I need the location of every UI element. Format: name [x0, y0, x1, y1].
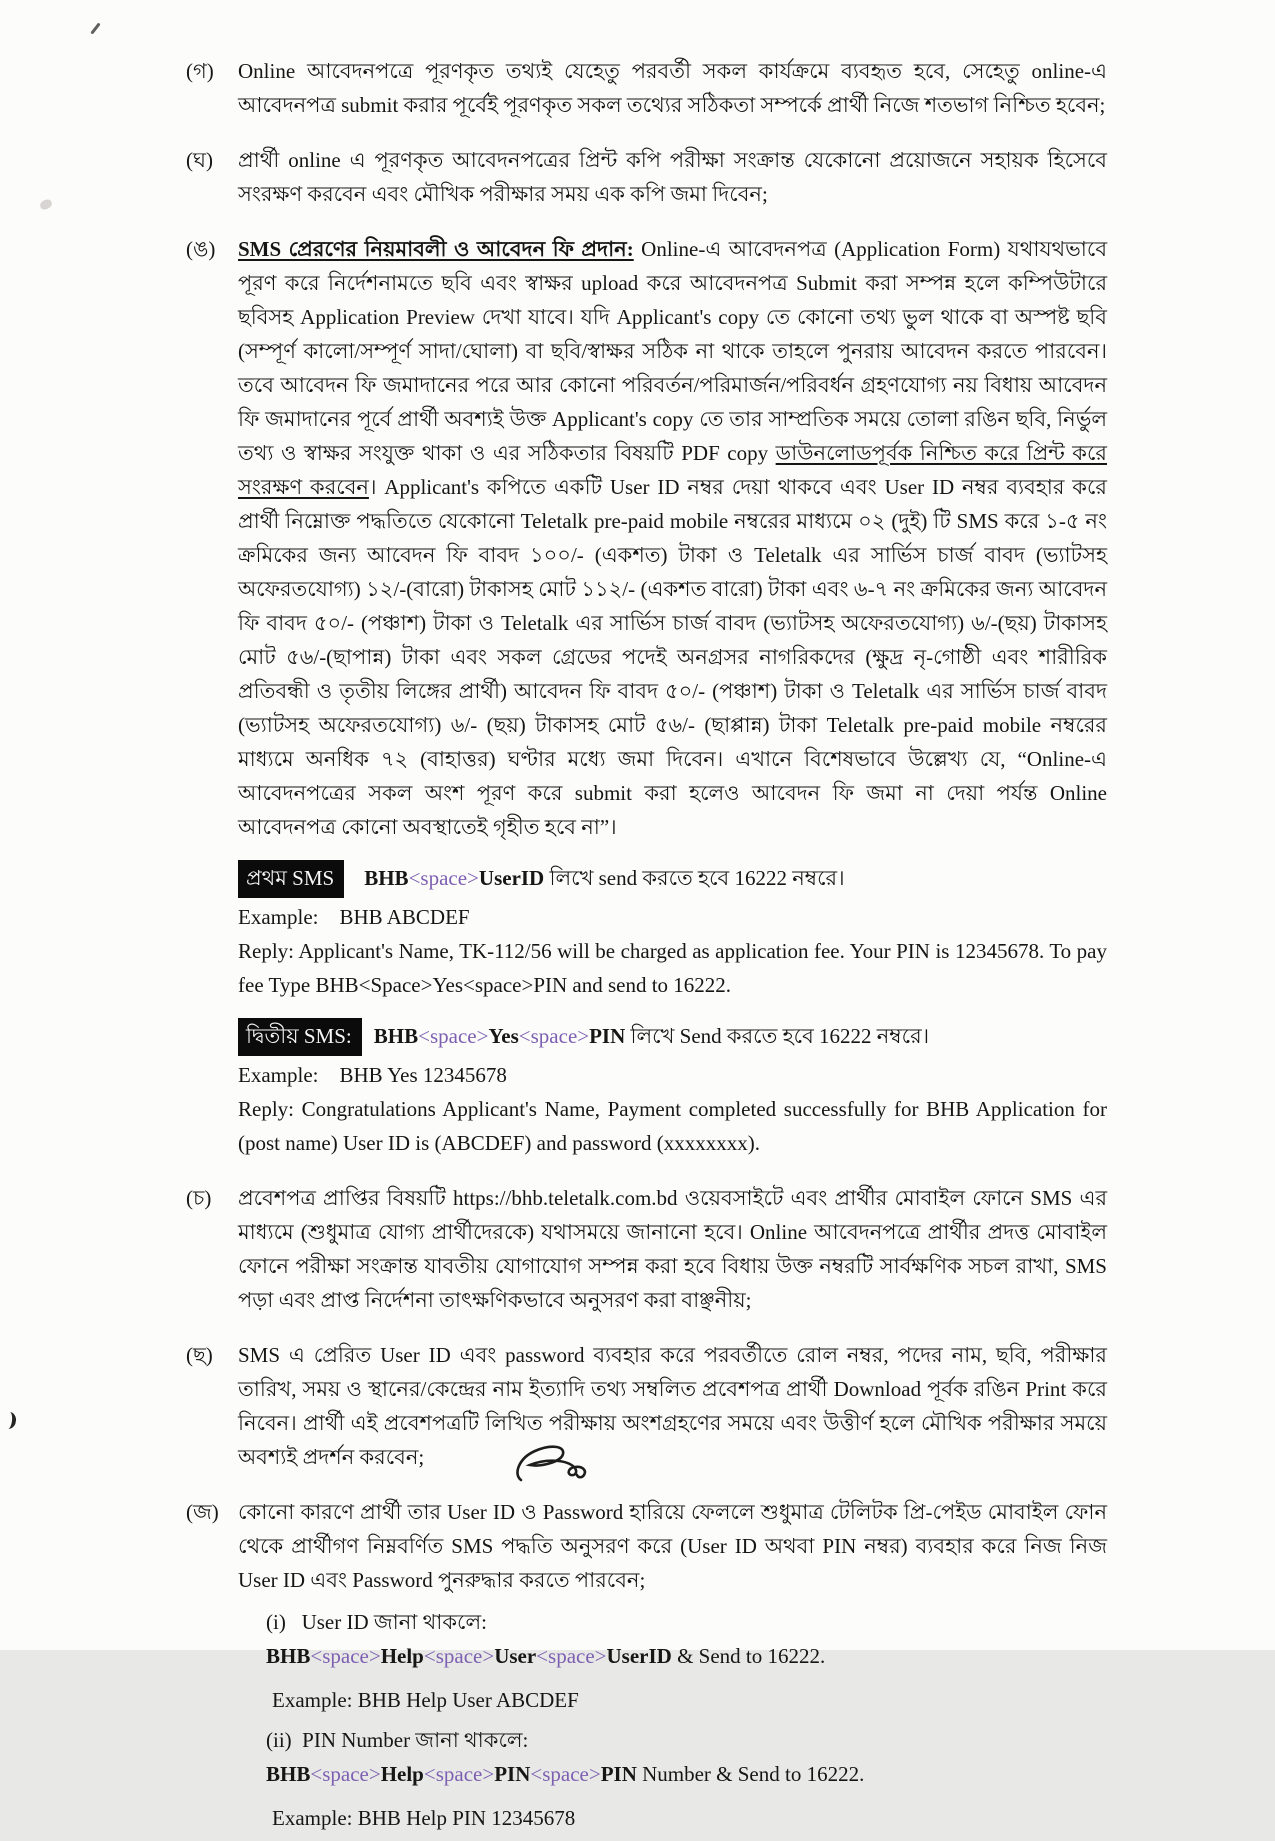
recovery-command-pin [266, 1757, 1107, 1791]
clause-text [238, 1181, 1107, 1317]
sms-command-line [238, 1018, 1107, 1056]
text-segment: UserID [478, 866, 545, 890]
text-segment: প্রার্থী online এ পূরণকৃত আবেদনপত্রের প্রিন্ট কপি পরীক্ষা সংক্রান্ত যেকোনো প্রয়োজনে সহায়ক হিসেবে সংরক্ষণ করবেন এবং মৌখিক পরীক্ষার সময় এক কপি জমা দিবেন; [238, 148, 1107, 206]
clause-ja [186, 1495, 1107, 1841]
text-segment: Yes [488, 1024, 519, 1048]
clause-ga [186, 54, 1107, 122]
text-segment: Help [380, 1762, 424, 1786]
text-segment: Number & Send to 16222. [636, 1762, 865, 1786]
text-segment: SMS এ প্রেরিত User ID এবং password ব্যবহার করে পরবর্তীতে রোল নম্বর, পদের নাম, ছবি, পরীক্ষার তারিখ, সময় ও স্থানের/কেন্দ্রের নাম ইত্যাদি তথ্য সম্বলিত প্রবেশপত্র প্রার্থী Download পূর্বক রঙিন Print করে নিবেন। প্রার্থী এই প্রবেশপত্রটি লিখিত পরীক্ষায় অংশগ্রহণের সময়ে এবং উত্তীর্ণ হলে মৌখিক পরীক্ষার সময়ে অবশ্যই প্রদর্শন করবেন; [238, 1343, 1107, 1469]
text-segment: BHB [364, 866, 409, 890]
text-segment: লিখে send করতে হবে 16222 নম্বরে। [544, 866, 845, 890]
text-segment: & Send to 16222. [671, 1644, 826, 1668]
text-segment: <space> [408, 866, 479, 890]
text-segment: <space> [310, 1644, 381, 1668]
sms-command-line [238, 860, 1107, 898]
signature-icon [505, 1440, 615, 1504]
clause-uno-sms-rules [186, 232, 1107, 1160]
recovery-command-userid [266, 1639, 1107, 1673]
text-segment: <space> [310, 1762, 381, 1786]
text-segment: SMS প্রেরণের নিয়মাবলী ও আবেদন ফি প্রদান: [238, 237, 634, 261]
recovery-heading-pin: (ii) PIN Number জানা থাকলে: [266, 1728, 529, 1752]
text-segment: প্রবেশপত্র প্রাপ্তির বিষয়টি https://bhb.teletalk.com.bd ওয়েবসাইটে এবং প্রার্থীর মোবাইল ফোনে SMS এর মাধ্যমে (শুধুমাত্র যোগ্য প্রার্থীদেরকে) যথাসময়ে জানানো হবে। Online আবেদনপত্রে প্রার্থীর প্রদত্ত মোবাইল ফোনে পরীক্ষা সংক্রান্ত যাবতীয় যোগাযোগ সম্পন্ন করা হবে বিধায় উক্ত নম্বরটি সার্বক্ষণিক সচল রাখা, SMS পড়া এবং প্রাপ্ত নির্দেশনা তাৎক্ষণিকভাবে অনুসরণ করা বাঞ্ছনীয়; [238, 1186, 1107, 1312]
text-segment: BHB [373, 1024, 419, 1048]
recovery-example-pin: Example: BHB Help PIN 12345678 [272, 1806, 576, 1830]
sms-tag-first: প্রথম SMS [238, 860, 344, 898]
clause-body [238, 1495, 1107, 1841]
sms-example: Example: BHB Yes 12345678 [238, 1063, 507, 1087]
recovery-heading-userid: (i) User ID জানা থাকলে: [266, 1610, 487, 1634]
text-segment: <space> [418, 1024, 489, 1048]
clause-label: (গ) [186, 59, 214, 83]
text-segment: PIN [589, 1024, 626, 1048]
clause-chha [186, 1338, 1107, 1474]
clause-label: (ঘ) [186, 148, 213, 172]
text-segment: Online-এ আবেদনপত্র (Application Form) যথাযথভাবে পূরণ করে নির্দেশনামতে ছবি এবং স্বাক্ষর upload করে আবেদনপত্র Submit করা সম্পন্ন হলে কম্পিউটারে ছবিসহ Application Preview দেখা যাবে। যদি Applicant's copy তে কোনো তথ্য ভুল থাকে বা অস্পষ্ট ছবি (সম্পূর্ণ কালো/সম্পূর্ণ সাদা/ঘোলা) বা ছবি/স্বাক্ষর সঠিক না থাকে তাহলে পুনরায় আবেদন করতে পারবেন। তবে আবেদন ফি জমাদানের পরে আর কোনো পরিবর্তন/পরিমার্জন/পরিবর্ধন গ্রহণযোগ্য নয় বিধায় আবেদন ফি জমাদানের পূর্বে প্রার্থী অবশ্যই উক্ত Applicant's copy তে তার সাম্প্রতিক সময়ে তোলা রঙিন ছবি, নির্ভুল তথ্য ও স্বাক্ষর সংযুক্ত থাকা ও এর সঠিকতার বিষয়টি PDF copy [238, 237, 1108, 465]
sms-reply: Reply: Congratulations Applicant's Name, Payment completed successfully for BHB Application for (post name) User ID is (ABCDEF) and password (xxxxxxxx). [238, 1097, 1107, 1155]
clause-text [238, 54, 1107, 122]
sms-block-second [238, 1018, 1107, 1160]
text-segment: Online আবেদনপত্রে পূরণকৃত তথ্যই যেহেতু পরবর্তী সকল কার্যক্রমে ব্যবহৃত হবে, সেহেতু online-এ আবেদনপত্র submit করার পূর্বেই পূরণকৃত সকল তথ্যের সঠিকতা সম্পর্কে প্রার্থী নিজে শতভাগ নিশ্চিত হবেন; [238, 59, 1107, 117]
text-segment: BHB [266, 1644, 311, 1668]
text-segment: PIN [494, 1762, 531, 1786]
text-segment: কোনো কারণে প্রার্থী তার User ID ও Password হারিয়ে ফেললে শুধুমাত্র টেলিটক প্রি-পেইড মোবাইল ফোন থেকে প্রার্থীগণ নিম্নবর্ণিত SMS পদ্ধতি অনুসরণ করে (User ID অথবা PIN নম্বর) ব্যবহার করে নিজ নিজ User ID এবং Password পুনরুদ্ধার করতে পারবেন; [238, 1500, 1107, 1592]
sms-example: Example: BHB ABCDEF [238, 905, 470, 929]
text-segment: <space> [536, 1644, 607, 1668]
sms-command [364, 866, 844, 890]
text-segment: PIN [600, 1762, 637, 1786]
clause-text [238, 232, 1107, 844]
sms-block-first [238, 860, 1107, 1002]
recovery-example-userid: Example: BHB Help User ABCDEF [272, 1688, 579, 1712]
sms-tag-second: দ্বিতীয় SMS: [238, 1018, 362, 1056]
clause-gha [186, 143, 1107, 211]
sms-reply: Reply: Applicant's Name, TK-112/56 will be charged as application fee. Your PIN is 12345678. To pay fee Type BHB<Space>Yes<space>PIN and send to 16222. [238, 939, 1107, 997]
clause-text [238, 1495, 1107, 1597]
text-segment: BHB [266, 1762, 311, 1786]
clause-label: (জ) [186, 1500, 219, 1524]
text-segment: লিখে Send করতে হবে 16222 নম্বরে। [625, 1024, 930, 1048]
clause-cha [186, 1181, 1107, 1317]
clause-body [238, 232, 1107, 1160]
clause-text [238, 143, 1107, 211]
text-segment: । Applicant's কপিতে একটি User ID নম্বর দেয়া থাকবে এবং User ID নম্বর ব্যবহার করে প্রার্থী নিম্নোক্ত পদ্ধতিতে যেকোনো Teletalk pre-paid mobile নম্বরের মাধ্যমে ০২ (দুই) টি SMS করে ১-৫ নং ক্রমিকের জন্য আবেদন ফি বাবদ ১০০/- (একশত) টাকা ও Teletalk এর সার্ভিস চার্জ বাবদ (ভ্যাটসহ অফেরতযোগ্য) ১২/-(বারো) টাকাসহ মোট ১১২/- (একশত বারো) টাকা এবং ৬-৭ নং ক্রমিকের জন্য আবেদন ফি বাবদ ৫০/- (পঞ্চাশ) টাকা ও Teletalk এর সার্ভিস চার্জ বাবদ (ভ্যাটসহ অফেরতযোগ্য) ৬/-(ছয়) টাকাসহ মোট ৫৬/-(ছাপান্ন) টাকা এবং সকল গ্রেডের পদেই অনগ্রসর নাগরিকদের (ক্ষুদ্র নৃ-গোষ্ঠী এবং শারীরিক প্রতিবন্ধী ও তৃতীয় লিঙ্গের প্রার্থী) আবেদন ফি বাবদ ৫০/- (পঞ্চাশ) টাকা ও Teletalk এর সার্ভিস চার্জ বাবদ (ভ্যাটসহ অফেরতযোগ্য) ৬/- (ছয়) টাকাসহ মোট ৫৬/- (ছাপ্পান্ন) টাকা Teletalk pre-paid mobile নম্বরের মাধ্যমে অনধিক ৭২ (বাহাত্তর) ঘণ্টার মধ্যে জমা দিবেন। এখানে বিশেষভাবে উল্লেখ্য যে, “Online-এ আবেদনপত্রের সকল অংশ পূরণ করে submit করা হলেও আবেদন ফি জমা না দেয়া পর্যন্ত Online আবেদনপত্র কোনো অবস্থাতেই গৃহীত হবে না”। [238, 475, 1107, 839]
clause-text [238, 1338, 1107, 1474]
signature-mark [505, 1440, 615, 1504]
text-segment: <space> [423, 1644, 495, 1668]
text-segment: User [494, 1644, 537, 1668]
text-segment: UserID [606, 1644, 672, 1668]
text-segment: ডাউনলোডপূর্বক নিশ্চিত করে প্রিন্ট করে সংরক্ষণ করবেন [238, 441, 1107, 499]
text-segment: <space> [423, 1762, 495, 1786]
sms-command [374, 1024, 929, 1048]
text-segment: <space> [518, 1024, 590, 1048]
recovery-instructions [266, 1605, 1107, 1835]
text-segment: Help [380, 1644, 424, 1668]
text-segment: <space> [530, 1762, 601, 1786]
clause-label: (ছ) [186, 1343, 213, 1367]
clause-label: (চ) [186, 1186, 212, 1210]
clause-label: (ঙ) [186, 237, 216, 261]
